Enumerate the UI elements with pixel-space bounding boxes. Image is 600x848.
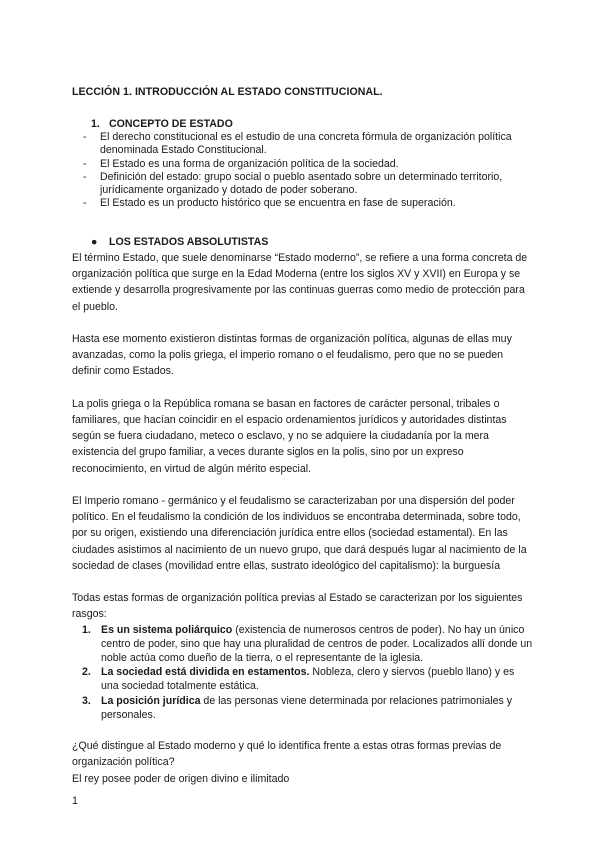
list-item-text: (existencia de numerosos centros de poder). No hay un único centro de poder, sino que hay una pluralidad de centros de poder. Localizados allí donde un noble actúa como dueño de la tierra, o el representante de la iglesia. [101,623,533,665]
dash-marker: - [83,131,87,143]
list-item [72,158,542,171]
paragraph-question: ¿Qué distingue al Estado moderno y qué lo identifica frente a estas otras formas previas de organización política? [72,740,502,769]
section-heading-concepto [91,118,233,130]
dash-marker: - [83,170,87,183]
list-item [72,694,534,722]
paragraph-estado-moderno: El término Estado, que suele denominarse “Estado moderno”, se refiere a una forma concreta de organización política que surge en la Edad Moderna (entre los siglos XV y XVII) en Europa y se extiende y desarrolla progresivamente por las continuas guerras como medio de protección para el pueblo. [72,252,528,313]
paragraph-formas-previas: Hasta ese momento existieron distintas formas de organización política, algunas de ellas muy avanzadas, como la polis griega, el imperio romano o el feudalismo, pero que no se pueden definir como Estados. [72,333,512,378]
list-item-text: Nobleza, clero y siervos (pueblo llano) y es una sociedad totalmente estática. [101,666,515,693]
dash-marker: - [83,197,87,210]
list-item [72,665,534,693]
section-body [72,250,534,787]
list-item-text: Definición del estado: grupo social o pueblo asentado sobre un determinado territorio, jurídicamente organizado y dotado de poder soberano. [100,170,503,197]
paragraph-imperio-feudalismo: El Imperio romano - germánico y el feudalismo se caracterizaban por una dispersión del poder político. En el feudalismo la condición de los individuos se encontraba determinada, sobre todo, por su origen, existiendo una diferenciación jurídica entre ellos (sociedad estamental). En las ciudades asistimos al nacimiento de un nuevo grupo, que dará después lugar al nacimiento de la sociedad de clases (movilidad entre ellas, sustrato ideológico del capitalismo): la burguesía [72,495,527,572]
rasgos-list [72,623,534,722]
list-item-bold: La posición jurídica [101,694,201,707]
list-item-text: El Estado es un producto histórico que se encuentra en fase de superación. [100,197,456,210]
bullet-icon: ● [91,236,98,248]
dash-marker: - [83,157,87,170]
list-item [72,197,542,210]
section-heading-absolutistas [91,236,268,248]
list-item [72,623,534,666]
list-number: 2. [82,666,91,679]
list-item-bold: La sociedad está dividida en estamentos. [101,666,310,679]
list-item-text: El derecho constitucional es el estudio de una concreta fórmula de organización política denominada Estado Constitucional. [100,131,512,157]
paragraph-polis: La polis griega o la República romana se basan en factores de carácter personal, tribales o familiares, que hacían coincidir en el espacio ordenamientos jurídicos y autoridades distintas según se fuera ciudadano, meteco o esclavo, y no se adquiere la ciudadanía por la mera existencia del grupo familiar, a veces durante siglos en la polis, sino por un expreso reconocimiento, en virtud de algún mérito especial. [72,397,507,475]
section-number: 1. [91,118,100,130]
concept-list [72,131,542,211]
lesson-title: LECCIÓN 1. INTRODUCCIÓN AL ESTADO CONSTITUCIONAL. [72,86,383,98]
list-item-text: de las personas viene determinada por relaciones patrimoniales y personales. [101,694,512,721]
list-item [72,171,542,198]
section-heading-text: LOS ESTADOS ABSOLUTISTAS [109,236,269,248]
section-heading-text: CONCEPTO DE ESTADO [109,118,233,130]
list-item-text: El Estado es una forma de organización política de la sociedad. [100,157,399,170]
page-number: 1 [72,795,78,807]
list-number: 1. [82,623,91,636]
list-item [72,131,542,158]
paragraph-rasgos-intro: Todas estas formas de organización política previas al Estado se caracterizan por los siguientes rasgos: [72,592,523,621]
paragraph-answer: El rey posee poder de origen divino e ilimitado [72,772,290,785]
list-item-bold: Es un sistema poliárquico [101,623,233,636]
list-number: 3. [82,694,91,707]
